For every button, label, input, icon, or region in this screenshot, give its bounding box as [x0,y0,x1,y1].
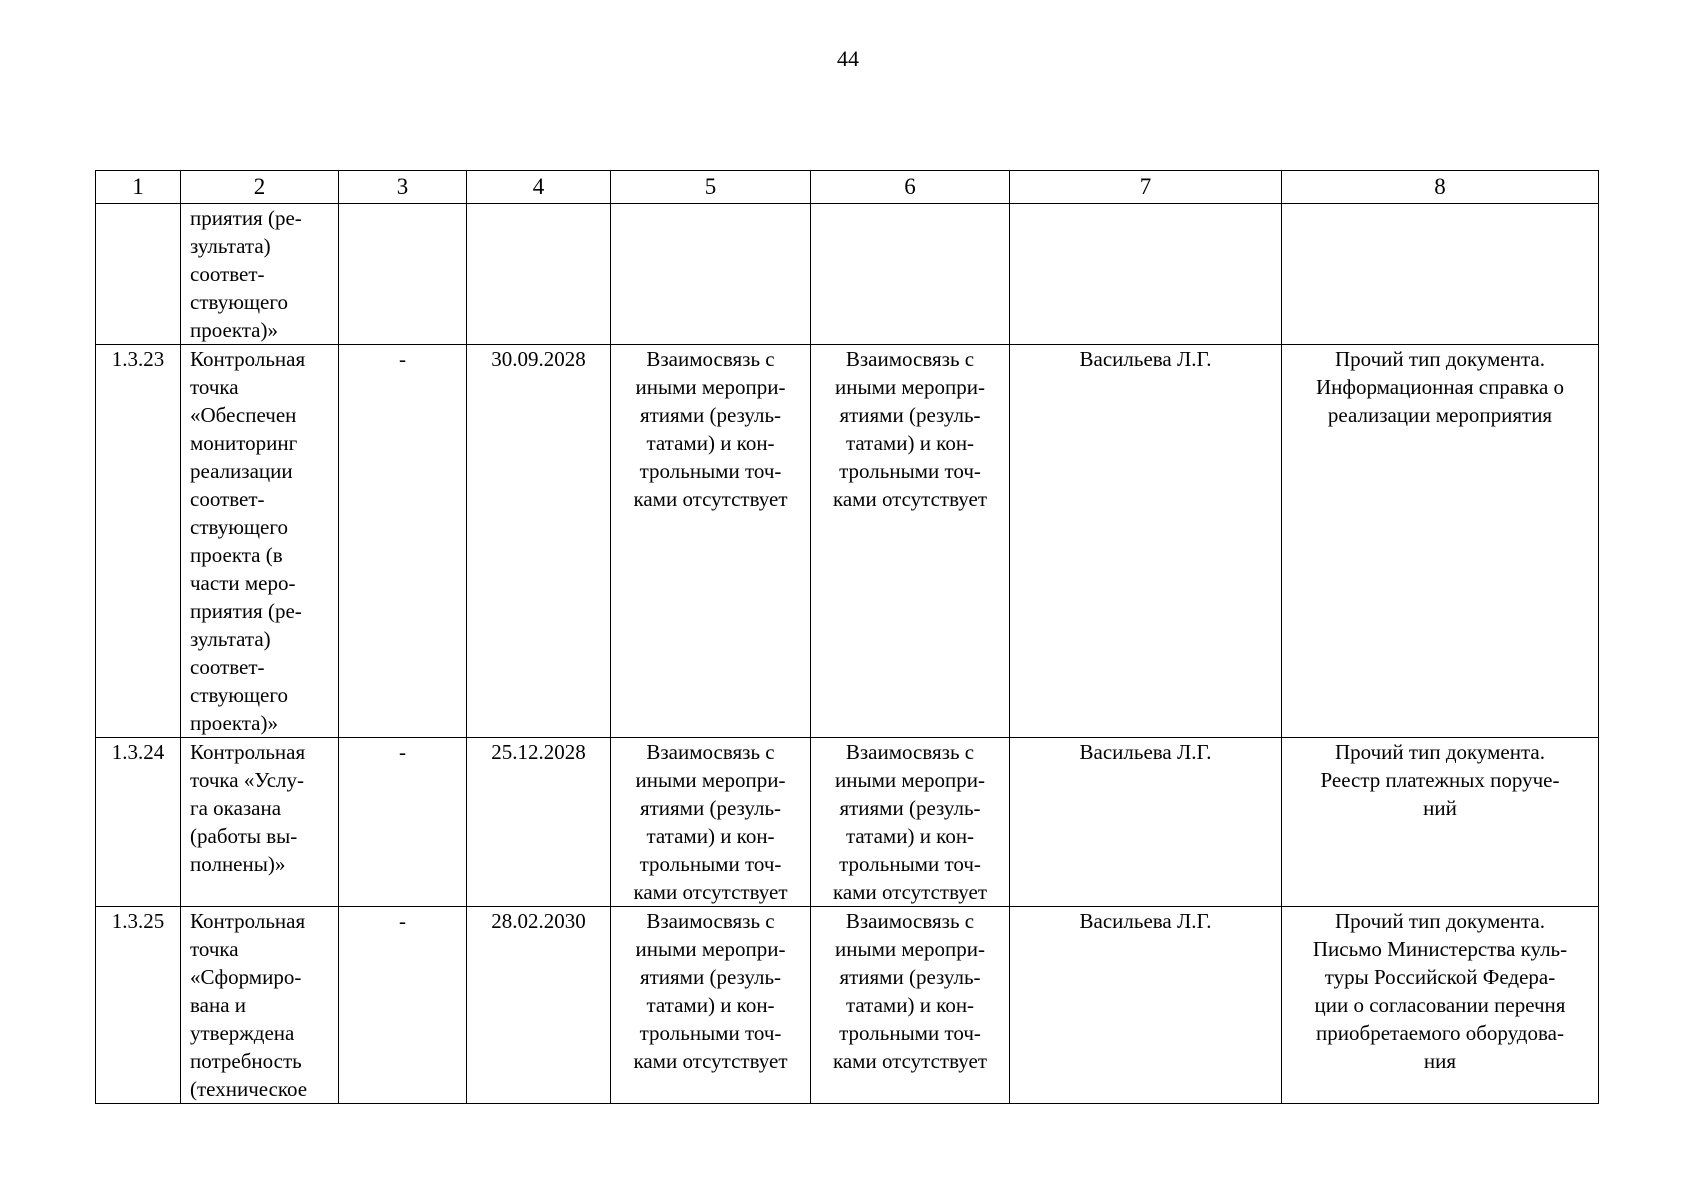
table-row [96,345,1599,738]
responsible-person: Васильева Л.Г. [1010,345,1282,738]
deadline-date: 28.02.2030 [467,907,611,1104]
relation-prev [611,204,811,345]
relation-next: Взаимосвязь с иными меропри- ятиями (резуль- татами) и кон- трольными точ- ками отсутствует [811,345,1010,738]
confirming-document: Прочий тип документа. Реестр платежных поруче- ний [1282,738,1599,907]
table-row [96,907,1599,1104]
event-name: приятия (ре- зультата) соответ- ствующего проекта)» [181,204,339,345]
page-number: 44 [837,46,859,71]
column-header: 6 [811,171,1010,204]
row-number: 1.3.24 [96,738,181,907]
column-header: 3 [339,171,467,204]
confirming-document: Прочий тип документа. Информационная справка о реализации мероприятия [1282,345,1599,738]
deadline-date: 30.09.2028 [467,345,611,738]
relation-next: Взаимосвязь с иными меропри- ятиями (резуль- татами) и кон- трольными точ- ками отсутствует [811,738,1010,907]
plan-table [95,170,1599,1104]
responsible-person [1010,204,1282,345]
responsible-person: Васильева Л.Г. [1010,738,1282,907]
relation-prev: Взаимосвязь с иными меропри- ятиями (резуль- татами) и кон- трольными точ- ками отсутствует [611,345,811,738]
column-header: 1 [96,171,181,204]
col3-value: - [339,738,467,907]
col3-value: - [339,907,467,1104]
event-name: Контрольная точка «Сформиро- вана и утверждена потребность (техническое [181,907,339,1104]
table-row [96,204,1599,345]
confirming-document: Прочий тип документа. Письмо Министерства куль- туры Российской Федера- ции о согласовании перечня приобретаемого оборудова- ния [1282,907,1599,1104]
deadline-date [467,204,611,345]
table-row [96,738,1599,907]
row-number: 1.3.25 [96,907,181,1104]
relation-next: Взаимосвязь с иными меропри- ятиями (резуль- татами) и кон- трольными точ- ками отсутствует [811,907,1010,1104]
event-name: Контрольная точка «Услу- га оказана (работы вы- полнены)» [181,738,339,907]
relation-next [811,204,1010,345]
col3-value [339,204,467,345]
column-header: 2 [181,171,339,204]
relation-prev: Взаимосвязь с иными меропри- ятиями (резуль- татами) и кон- трольными точ- ками отсутствует [611,907,811,1104]
confirming-document [1282,204,1599,345]
relation-prev: Взаимосвязь с иными меропри- ятиями (резуль- татами) и кон- трольными точ- ками отсутствует [611,738,811,907]
column-header: 8 [1282,171,1599,204]
event-name: Контрольная точка «Обеспечен мониторинг реализации соответ- ствующего проекта (в части меро- приятия (ре- зультата) соответ- ствующего проекта)» [181,345,339,738]
row-number [96,204,181,345]
column-header: 4 [467,171,611,204]
row-number: 1.3.23 [96,345,181,738]
header-row [96,171,1599,204]
deadline-date: 25.12.2028 [467,738,611,907]
col3-value: - [339,345,467,738]
column-header: 5 [611,171,811,204]
responsible-person: Васильева Л.Г. [1010,907,1282,1104]
column-header: 7 [1010,171,1282,204]
